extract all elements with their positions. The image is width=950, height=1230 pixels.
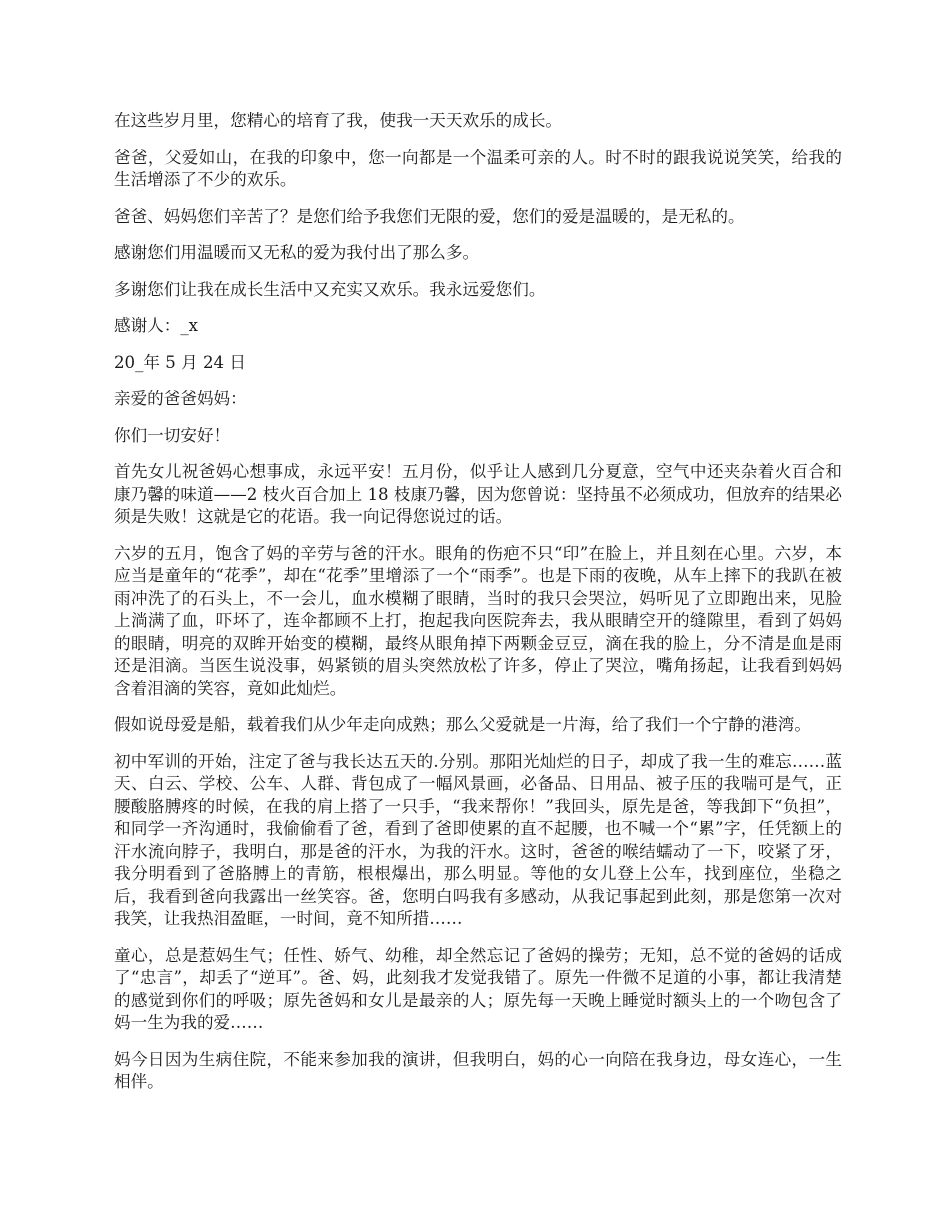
paragraph-wishes: 首先女儿祝爸妈心想事成，永远平安！五月份，似乎让人感到几分夏意，空气中还夹杂着火百合和康乃馨的味道——2 枝火百合加上 18 枝康乃馨，因为您曾说：坚持虽不必须成功，但放弃的结果必须是失败！这就是它的花语。我一向记得您说过的话。 [114, 462, 842, 526]
date-line: 20_年 5 月 24 日 [114, 352, 246, 372]
signature-line: 感谢人：_x [114, 316, 199, 335]
paragraph-love-you: 多谢您们让我在成长生活中又充实又欢乐。我永远爱您们。 [114, 279, 546, 299]
paragraph-boat-sea: 假如说母爱是船，载着我们从少年走向成熟；那么父爱就是一片海，给了我们一个宁静的港湾。 [114, 715, 811, 734]
salutation: 亲爱的爸爸妈妈： [114, 389, 247, 408]
paragraph-closing-line: 在这些岁月里，您精心的培育了我，使我一天天欢乐的成长。 [114, 111, 563, 130]
paragraph-childish-heart: 童心，总是惹妈生气；任性、娇气、幼稚，却全然忘记了爸妈的操劳；无知，总不觉的爸妈的话成了“忠言”，却丢了“逆耳”。爸、妈，此刻我才发觉我错了。原先一件微不足道的小事，都让我清楚的感觉到你们的呼吸；原先爸妈和女儿是最亲的人；原先每一天晚上睡觉时额头上的一个吻包含了妈一生为我的爱…… [114, 945, 842, 1032]
paragraph-parents-thanks: 爸爸、妈妈您们辛苦了？是您们给予我您们无限的爱，您们的爱是温暖的，是无私的。 [114, 206, 745, 226]
greeting: 你们一切安好！ [114, 425, 231, 445]
paragraph-gratitude: 感谢您们用温暖而又无私的爱为我付出了那么多。 [114, 243, 480, 262]
paragraph-childhood-injury: 六岁的五月，饱含了妈的辛劳与爸的汗水。眼角的伤疤不只“印”在脸上，并且刻在心里。六岁，本应当是童年的“花季”，却在“花季”里增添了一个“雨季”。也是下雨的夜晚，从车上摔下的我趴在被雨冲洗了的石头上，不一会儿，血水模糊了眼睛，当时的我只会哭泣，妈听见了立即跑出来，见脸上淌满了血，吓坏了，连伞都顾不上打，抱起我向医院奔去，我从眼睛空开的缝隙里，看到了妈妈的眼睛，明亮的双眸开始变的模糊，最终从眼角掉下两颗金豆豆，滴在我的脸上，分不清是血是雨还是泪滴。当医生说没事，妈紧锁的眉头突然放松了许多，停止了哭泣，嘴角扬起，让我看到妈妈含着泪滴的笑容，竟如此灿烂。 [114, 543, 842, 698]
paragraph-military-training: 初中军训的开始，注定了爸与我长达五天的.分别。那阳光灿烂的日子，却成了我一生的难忘……蓝天、白云、学校、公车、人群、背包成了一幅风景画，必备品、日用品、被子压的我喘可是气，正腰酸胳膊疼的时候，在我的肩上搭了一只手，“我来帮你！”我回头，原先是爸，等我卸下“负担”，和同学一齐沟通时，我偷偷看了爸，看到了爸即使累的直不起腰，也不喊一个“累”字，任凭额上的汗水流向脖子，我明白，那是爸的汗水，为我的汗水。这时，爸爸的喉结蠕动了一下，咬紧了牙，我分明看到了爸胳膊上的青筋，根根爆出，那么明显。等他的女儿登上公车，找到座位，坐稳之后，我看到爸向我露出一丝笑容。爸，您明白吗我有多感动，从我记事起到此刻，那是您第一次对我笑，让我热泪盈眶，一时间，竟不知所措…… [114, 751, 842, 928]
paragraph-father-love: 爸爸，父爱如山，在我的印象中，您一向都是一个温柔可亲的人。时不时的跟我说说笑笑，给我的生活增添了不少的欢乐。 [114, 147, 842, 189]
paragraph-mother-hospital: 妈今日因为生病住院，不能来参加我的演讲，但我明白，妈的心一向陪在我身边，母女连心，一生相伴。 [114, 1049, 842, 1091]
document-body [114, 110, 842, 1108]
